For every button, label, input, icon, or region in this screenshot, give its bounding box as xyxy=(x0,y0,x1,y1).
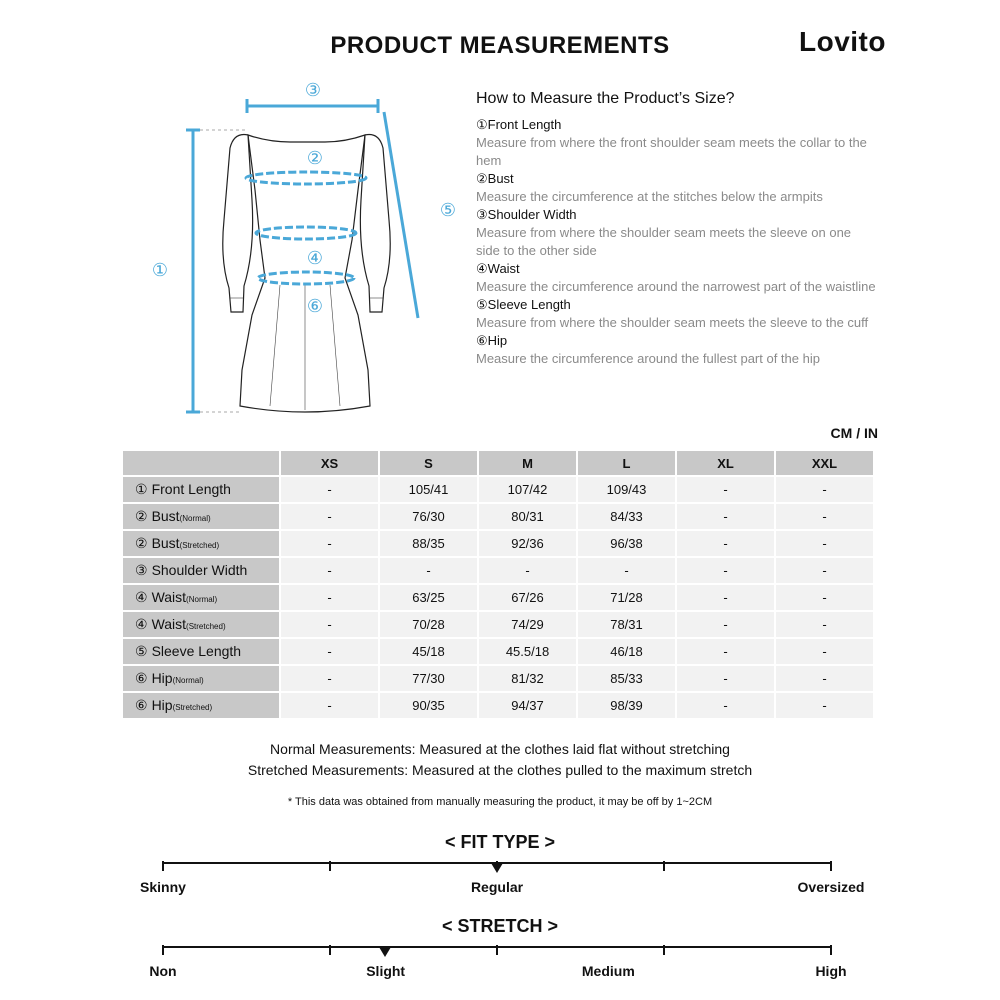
value-cell: 88/35 xyxy=(380,531,477,556)
normal-measurement-note: Normal Measurements: Measured at the clothes laid flat without stretching xyxy=(270,741,730,757)
value-cell: 92/36 xyxy=(479,531,576,556)
value-cell: 78/31 xyxy=(578,612,675,637)
fit-tick xyxy=(830,861,832,871)
value-cell: 96/38 xyxy=(578,531,675,556)
front-length-marker xyxy=(186,130,200,412)
value-cell: 109/43 xyxy=(578,477,675,502)
value-cell: - xyxy=(281,558,378,583)
measure-title: ⑥Hip xyxy=(476,333,508,348)
value-cell: - xyxy=(776,693,873,718)
value-cell: 71/28 xyxy=(578,585,675,610)
row-number: ⑥ xyxy=(135,670,148,686)
value-cell: - xyxy=(677,558,774,583)
value-cell: - xyxy=(578,558,675,583)
row-name: Sleeve Length xyxy=(151,643,242,659)
row-label xyxy=(123,639,279,664)
how-to-title: How to Measure the Product’s Size? xyxy=(476,90,735,107)
table-row xyxy=(123,585,873,610)
value-cell: - xyxy=(281,612,378,637)
label-shoulder: ③ xyxy=(304,80,322,101)
measure-title: ③Shoulder Width xyxy=(476,207,577,222)
measure-desc: Measure from where the shoulder seam meets the sleeve to the cuff xyxy=(476,315,869,330)
row-name: Hip xyxy=(151,670,173,686)
fit-tick xyxy=(663,861,665,871)
row-name: Hip xyxy=(151,697,173,713)
fit-label: Skinny xyxy=(140,879,186,895)
value-cell: - xyxy=(677,639,774,664)
row-label xyxy=(123,666,279,691)
row-number: ⑥ xyxy=(135,697,148,713)
value-cell: - xyxy=(380,558,477,583)
value-cell: 105/41 xyxy=(380,477,477,502)
fit-marker-icon xyxy=(491,863,503,873)
row-label xyxy=(123,612,279,637)
value-cell: 46/18 xyxy=(578,639,675,664)
value-cell: - xyxy=(776,639,873,664)
value-cell: - xyxy=(677,693,774,718)
fit-type-title: < FIT TYPE > xyxy=(444,832,556,852)
size-header: L xyxy=(578,451,675,475)
row-qualifier: (Normal) xyxy=(172,676,204,685)
row-label xyxy=(123,504,279,529)
value-cell: 80/31 xyxy=(479,504,576,529)
stretch-label: Medium xyxy=(581,963,635,979)
value-cell: 85/33 xyxy=(578,666,675,691)
value-cell: - xyxy=(677,612,774,637)
table-row xyxy=(123,693,873,718)
stretched-measurement-note: Stretched Measurements: Measured at the clothes pulled to the maximum stretch xyxy=(247,762,753,778)
size-header-row xyxy=(123,451,873,475)
stretch-tick xyxy=(496,945,498,955)
value-cell: - xyxy=(281,585,378,610)
stretch-label: Slight xyxy=(366,963,406,979)
measure-item xyxy=(476,296,876,332)
table-row xyxy=(123,558,873,583)
value-cell: - xyxy=(776,666,873,691)
row-name: Bust xyxy=(151,535,180,551)
stretch-tick xyxy=(830,945,832,955)
value-cell: - xyxy=(776,585,873,610)
value-cell: 70/28 xyxy=(380,612,477,637)
value-cell: - xyxy=(677,666,774,691)
value-cell: 45/18 xyxy=(380,639,477,664)
value-cell: 107/42 xyxy=(479,477,576,502)
size-header: S xyxy=(380,451,477,475)
value-cell: 81/32 xyxy=(479,666,576,691)
value-cell: - xyxy=(281,504,378,529)
row-number: ④ xyxy=(135,616,148,632)
label-bust: ② xyxy=(306,148,324,169)
measure-title: ②Bust xyxy=(476,171,514,186)
row-number: ③ xyxy=(135,562,148,578)
value-cell: 67/26 xyxy=(479,585,576,610)
table-row xyxy=(123,612,873,637)
corner-cell xyxy=(123,451,279,475)
row-number: ⑤ xyxy=(135,643,148,659)
measure-item xyxy=(476,116,876,170)
value-cell: 77/30 xyxy=(380,666,477,691)
row-label xyxy=(123,693,279,718)
value-cell: 94/37 xyxy=(479,693,576,718)
table-row xyxy=(123,666,873,691)
measure-item xyxy=(476,206,876,260)
row-qualifier: (Stretched) xyxy=(186,622,226,631)
size-header: M xyxy=(479,451,576,475)
table-row xyxy=(123,477,873,502)
shoulder-width-marker xyxy=(247,99,378,113)
stretch-marker-icon xyxy=(379,947,391,957)
value-cell: - xyxy=(281,531,378,556)
measure-item xyxy=(476,332,876,368)
value-cell: - xyxy=(677,477,774,502)
row-number: ① xyxy=(135,481,148,497)
stretch-label: Non xyxy=(149,963,177,979)
value-cell: 76/30 xyxy=(380,504,477,529)
value-cell: - xyxy=(776,477,873,502)
measure-title: ⑤Sleeve Length xyxy=(476,297,571,312)
stretch-label: High xyxy=(815,963,847,979)
measure-desc: Measure from where the shoulder seam meets the sleeve on one side to the other side xyxy=(476,225,852,258)
row-qualifier: (Stretched) xyxy=(172,703,213,712)
row-name: Waist xyxy=(151,616,187,632)
size-table xyxy=(121,449,875,720)
value-cell: 74/29 xyxy=(479,612,576,637)
value-cell: 45.5/18 xyxy=(479,639,576,664)
value-cell: - xyxy=(281,693,378,718)
label-hip: ⑥ xyxy=(306,296,324,317)
row-label xyxy=(123,585,279,610)
unit-label: CM / IN xyxy=(830,425,878,441)
value-cell: - xyxy=(677,504,774,529)
measure-desc: Measure from where the front shoulder seam meets the collar to the hem xyxy=(476,135,867,168)
value-cell: 63/25 xyxy=(380,585,477,610)
stretch-title: < STRETCH > xyxy=(441,916,559,936)
fit-tick xyxy=(329,861,331,871)
row-label xyxy=(123,558,279,583)
row-number: ② xyxy=(135,535,148,551)
value-cell: - xyxy=(479,558,576,583)
fit-tick xyxy=(162,861,164,871)
row-name: Bust xyxy=(151,508,180,524)
measure-desc: Measure the circumference around the narrowest part of the waistline xyxy=(476,279,876,294)
measure-title: ①Front Length xyxy=(476,117,562,132)
row-number: ② xyxy=(135,508,148,524)
value-cell: 98/39 xyxy=(578,693,675,718)
table-row xyxy=(123,531,873,556)
size-header: XS xyxy=(281,451,378,475)
value-cell: - xyxy=(281,666,378,691)
how-to-measure xyxy=(476,90,876,368)
label-front-length: ① xyxy=(151,260,169,281)
stretch-tick xyxy=(663,945,665,955)
value-cell: - xyxy=(281,639,378,664)
measure-item xyxy=(476,260,876,296)
row-qualifier: (Stretched) xyxy=(179,541,220,550)
value-cell: - xyxy=(677,531,774,556)
page-title: PRODUCT MEASUREMENTS xyxy=(330,32,670,59)
value-cell: - xyxy=(776,612,873,637)
value-cell: - xyxy=(776,531,873,556)
dress-diagram xyxy=(130,70,470,430)
row-name: Front Length xyxy=(151,481,231,497)
table-row xyxy=(123,504,873,529)
measure-desc: Measure the circumference around the fullest part of the hip xyxy=(476,351,820,366)
value-cell: - xyxy=(776,558,873,583)
row-name: Waist xyxy=(151,589,187,605)
label-waist: ④ xyxy=(306,248,324,269)
fit-label: Regular xyxy=(470,879,524,895)
value-cell: - xyxy=(677,585,774,610)
measure-title: ④Waist xyxy=(476,261,520,276)
fit-label: Oversized xyxy=(797,879,865,895)
value-cell: 84/33 xyxy=(578,504,675,529)
row-label xyxy=(123,477,279,502)
table-row xyxy=(123,639,873,664)
row-label xyxy=(123,531,279,556)
row-qualifier: (Normal) xyxy=(179,514,211,523)
row-number: ④ xyxy=(135,589,148,605)
value-cell: - xyxy=(281,477,378,502)
size-header: XL xyxy=(677,451,774,475)
brand-logo: Lovito xyxy=(799,26,886,57)
value-cell: 90/35 xyxy=(380,693,477,718)
row-name: Shoulder Width xyxy=(151,562,248,578)
stretch-tick xyxy=(329,945,331,955)
label-sleeve: ⑤ xyxy=(439,200,457,221)
value-cell: - xyxy=(776,504,873,529)
size-header: XXL xyxy=(776,451,873,475)
measure-item xyxy=(476,170,876,206)
row-qualifier: (Normal) xyxy=(186,595,218,604)
stretch-tick xyxy=(162,945,164,955)
measure-desc: Measure the circumference at the stitches below the armpits xyxy=(476,189,823,204)
disclaimer: * This data was obtained from manually measuring the product, it may be off by 1~2CM xyxy=(287,796,713,808)
